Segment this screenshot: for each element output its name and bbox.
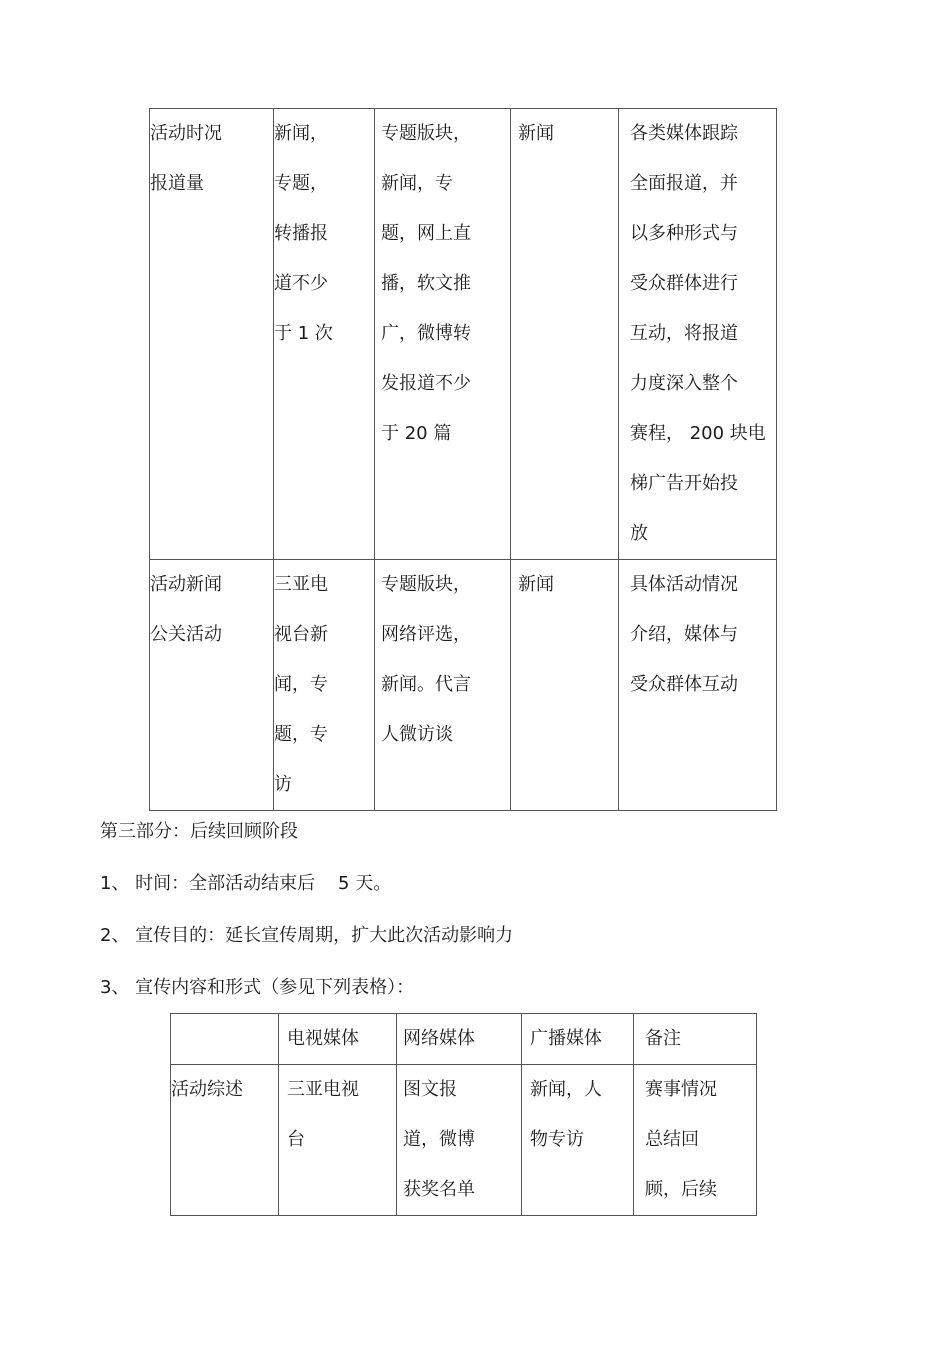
table-header-cell: 备注 xyxy=(634,1014,757,1065)
table-cell: 赛事情况 总结回 顾，后续 xyxy=(634,1065,757,1216)
table-cell: 图文报 道，微博 获奖名单 xyxy=(397,1065,522,1216)
table-cell: 各类媒体跟踪 全面报道，并 以多种形式与 受众群体进行 互动，将报道 力度深入整个 赛程， 200 块电 梯广告开始投 放 xyxy=(619,109,777,560)
table-cell: 具体活动情况 介绍，媒体与 受众群体互动 xyxy=(619,560,777,811)
table-cell: 活动时况 报道量 xyxy=(150,109,274,560)
table-cell: 专题版块， 新闻，专 题，网上直 播，软文推 广，微博转 发报道不少 于 20 篇 xyxy=(375,109,511,560)
table-cell: 新闻， 专题， 转播报 道不少 于 1 次 xyxy=(274,109,375,560)
table-cell: 新闻，人 物专访 xyxy=(522,1065,634,1216)
list-item: 1、 时间：全部活动结束后 5 天。 xyxy=(100,873,392,894)
media-coverage-table xyxy=(149,108,777,811)
table-header-row xyxy=(171,1014,757,1065)
table-cell: 活动新闻 公关活动 xyxy=(150,560,274,811)
table-cell: 新闻 xyxy=(511,109,619,560)
table-row xyxy=(150,109,777,560)
list-item: 2、 宣传目的：延长宣传周期，扩大此次活动影响力 xyxy=(100,925,514,946)
table-cell: 三亚电视 台 xyxy=(279,1065,397,1216)
table-header-cell: 网络媒体 xyxy=(397,1014,522,1065)
table-cell: 三亚电 视台新 闻，专 题，专 访 xyxy=(274,560,375,811)
review-media-table xyxy=(170,1013,757,1216)
list-item: 3、 宣传内容和形式（参见下列表格）： xyxy=(100,977,415,998)
table-cell: 新闻 xyxy=(511,560,619,811)
table-row xyxy=(171,1065,757,1216)
table-header-cell: 电视媒体 xyxy=(279,1014,397,1065)
table-header-cell: 广播媒体 xyxy=(522,1014,634,1065)
table-cell: 专题版块， 网络评选， 新闻。代言 人微访谈 xyxy=(375,560,511,811)
section-heading: 第三部分：后续回顾阶段 xyxy=(100,821,298,842)
table-row xyxy=(150,560,777,811)
table-header-cell xyxy=(171,1014,279,1065)
table-cell: 活动综述 xyxy=(171,1065,279,1216)
